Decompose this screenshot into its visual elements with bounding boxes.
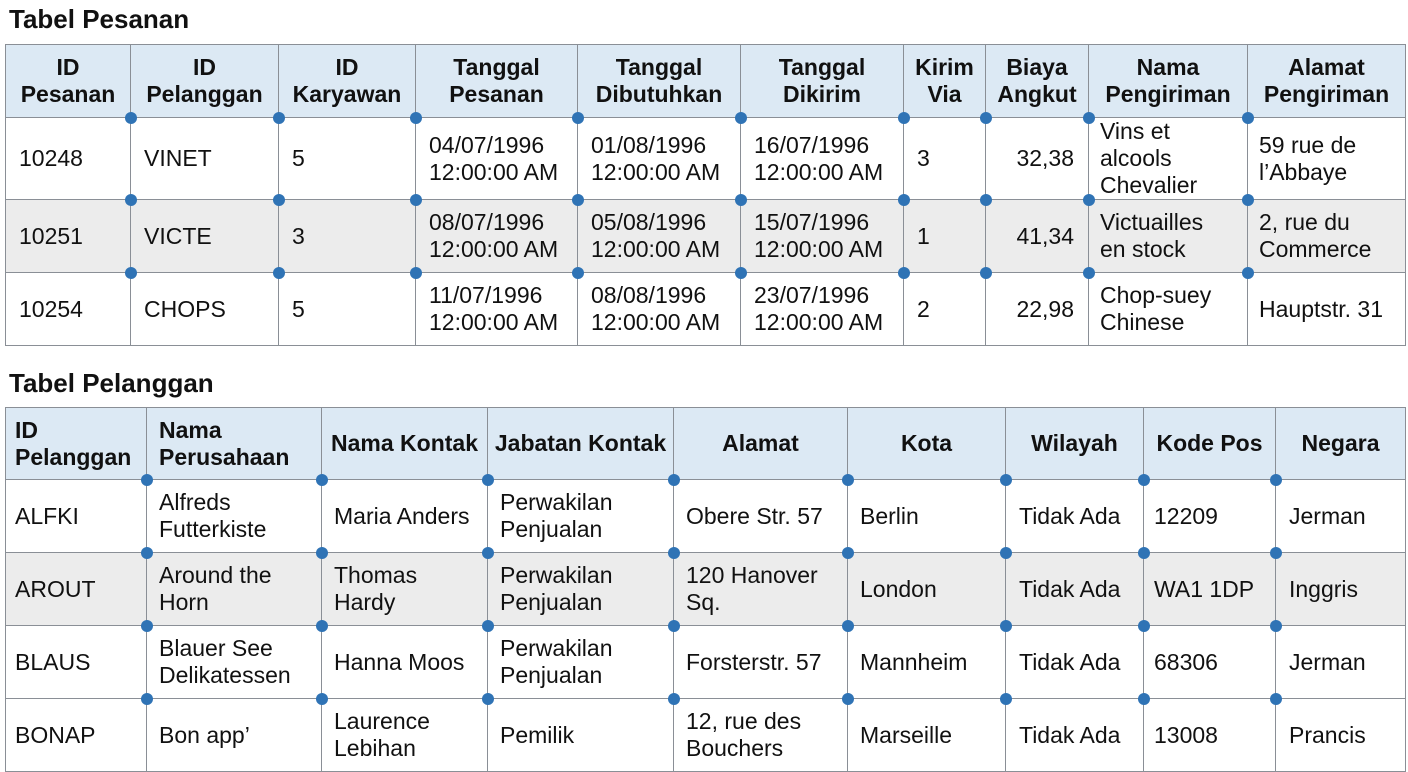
table-cell: [1276, 480, 1406, 553]
table-row: [6, 118, 1406, 200]
table-cell: [6, 553, 147, 626]
customers-header-cell: [1144, 408, 1276, 480]
cell-text: VICTE: [144, 222, 212, 249]
cell-text: 15/07/1996 12:00:00 AM: [754, 209, 884, 262]
customers-header-label: Nama Perusahaan: [159, 416, 290, 470]
table-cell: [1276, 626, 1406, 699]
customers-header-cell: [674, 408, 848, 480]
orders-header-cell: [416, 45, 578, 118]
customers-header-label: Wilayah: [1031, 430, 1118, 456]
orders-header-cell: [904, 45, 986, 118]
table-row: [6, 480, 1406, 553]
table-cell: [674, 699, 848, 772]
table-cell: [904, 200, 986, 273]
customers-table-title: Tabel Pelanggan: [9, 368, 214, 398]
cell-text: 22,98: [1016, 295, 1074, 322]
orders-header-cell: [578, 45, 741, 118]
cell-text: Laurence Lebihan: [334, 708, 430, 761]
table-cell: [904, 118, 986, 200]
table-row: [6, 553, 1406, 626]
table-cell: [1006, 553, 1144, 626]
table-cell: [848, 626, 1006, 699]
table-cell: [147, 553, 322, 626]
customers-header-cell: [848, 408, 1006, 480]
cell-text: 04/07/1996 12:00:00 AM: [429, 131, 559, 185]
table-cell: [986, 200, 1089, 273]
table-cell: [6, 699, 147, 772]
cell-text: 68306: [1154, 648, 1218, 675]
orders-header-cell: [6, 45, 131, 118]
customers-header-cell: [322, 408, 488, 480]
table-cell: [741, 118, 904, 200]
customers-table-container: [5, 407, 1405, 767]
cell-text: 10248: [19, 145, 83, 171]
table-cell: [488, 553, 674, 626]
table-cell: [279, 200, 416, 273]
table-cell: [488, 699, 674, 772]
table-cell: [1089, 273, 1248, 346]
table-cell: [1089, 118, 1248, 200]
table-cell: [6, 273, 131, 346]
table-cell: [1144, 480, 1276, 553]
table-cell: [986, 118, 1089, 200]
orders-header-label: Alamat Pengiriman: [1263, 54, 1390, 107]
cell-text: Alfreds Futterkiste: [159, 489, 267, 542]
table-cell: [131, 118, 279, 200]
orders-header-label: ID Karyawan: [292, 54, 402, 107]
table-cell: [6, 118, 131, 200]
table-cell: [1144, 553, 1276, 626]
table-cell: [322, 553, 488, 626]
cell-text: 41,34: [1016, 222, 1074, 249]
table-cell: [848, 553, 1006, 626]
cell-text: 11/07/1996 12:00:00 AM: [429, 282, 559, 335]
table-cell: [279, 118, 416, 200]
cell-text: 5: [292, 295, 305, 322]
cell-text: WA1 1DP: [1154, 575, 1255, 602]
customers-header-cell: [1276, 408, 1406, 480]
table-cell: [279, 273, 416, 346]
orders-header-cell: [1089, 45, 1248, 118]
table-cell: [1006, 699, 1144, 772]
table-cell: [741, 200, 904, 273]
customers-header-label: Negara: [1301, 430, 1380, 456]
table-row: [6, 699, 1406, 772]
cell-text: Tidak Ada: [1019, 575, 1121, 602]
table-cell: [6, 200, 131, 273]
table-cell: [1276, 553, 1406, 626]
table-cell: [131, 200, 279, 273]
table-cell: [6, 626, 147, 699]
table-cell: [147, 626, 322, 699]
cell-text: 3: [292, 222, 305, 249]
cell-text: 12, rue des Bouchers: [686, 708, 802, 761]
cell-text: Victuailles en stock: [1100, 209, 1204, 262]
customers-header-label: Jabatan Kontak: [494, 430, 667, 456]
table-cell: [416, 200, 578, 273]
cell-text: 23/07/1996 12:00:00 AM: [754, 282, 884, 335]
customers-table: [5, 407, 1406, 772]
table-cell: [986, 273, 1089, 346]
cell-text: Tidak Ada: [1019, 721, 1121, 748]
customers-header-label: Kode Pos: [1156, 430, 1263, 456]
cell-text: Berlin: [860, 502, 919, 529]
cell-text: London: [860, 575, 937, 602]
cell-text: Bon app’: [159, 721, 250, 748]
orders-header-label: Tanggal Pesanan: [449, 54, 544, 107]
cell-text: BONAP: [15, 721, 96, 748]
table-cell: [322, 699, 488, 772]
table-cell: [1006, 626, 1144, 699]
cell-text: Perwakilan Penjualan: [500, 562, 613, 615]
table-cell: [1144, 626, 1276, 699]
cell-text: 13008: [1154, 721, 1218, 748]
orders-table-container: [5, 44, 1405, 333]
cell-text: 59 rue de l’Abbaye: [1259, 131, 1357, 185]
table-cell: [904, 273, 986, 346]
orders-table-header: [6, 45, 1406, 118]
cell-text: Marseille: [860, 721, 953, 748]
cell-text: Mannheim: [860, 648, 968, 675]
cell-text: Chop-suey Chinese: [1100, 282, 1212, 335]
table-cell: [416, 118, 578, 200]
orders-header-cell: [279, 45, 416, 118]
orders-header-label: Tanggal Dibutuhkan: [595, 54, 723, 107]
table-cell: [322, 626, 488, 699]
table-cell: [1276, 699, 1406, 772]
cell-text: 10251: [19, 222, 83, 249]
orders-header-cell: [741, 45, 904, 118]
cell-text: Vins et alcools Chevalier: [1100, 118, 1198, 198]
cell-text: Prancis: [1289, 721, 1366, 748]
customers-header-label: ID Pelanggan: [15, 416, 132, 470]
orders-header-label: ID Pelanggan: [146, 54, 263, 107]
customers-header-cell: [6, 408, 147, 480]
cell-text: 32,38: [1016, 145, 1074, 171]
table-cell: [1248, 118, 1406, 200]
orders-header-label: Nama Pengiriman: [1105, 54, 1231, 107]
table-cell: [1144, 699, 1276, 772]
cell-text: Tidak Ada: [1019, 502, 1121, 529]
customers-header-label: Nama Kontak: [331, 430, 478, 456]
cell-text: 12209: [1154, 502, 1218, 529]
orders-header-cell: [1248, 45, 1406, 118]
table-cell: [416, 273, 578, 346]
cell-text: BLAUS: [15, 648, 91, 675]
table-cell: [147, 480, 322, 553]
table-cell: [488, 626, 674, 699]
cell-text: AROUT: [15, 575, 96, 602]
orders-header-label: Tanggal Dikirim: [778, 54, 866, 107]
cell-text: 2: [917, 295, 930, 322]
table-cell: [848, 699, 1006, 772]
cell-text: 10254: [19, 295, 83, 322]
cell-text: Jerman: [1289, 502, 1366, 529]
cell-text: 1: [917, 222, 930, 249]
cell-text: Maria Anders: [334, 502, 470, 529]
orders-header-label: Biaya Angkut: [997, 54, 1077, 107]
customers-header-label: Kota: [900, 430, 953, 456]
table-cell: [1006, 480, 1144, 553]
orders-header-row: [6, 45, 1406, 118]
table-cell: [488, 480, 674, 553]
table-cell: [578, 118, 741, 200]
table-cell: [741, 273, 904, 346]
cell-text: Around the Horn: [159, 562, 272, 615]
cell-text: Tidak Ada: [1019, 648, 1121, 675]
cell-text: 08/08/1996 12:00:00 AM: [591, 282, 721, 335]
table-cell: [674, 480, 848, 553]
table-cell: [147, 699, 322, 772]
cell-text: Inggris: [1289, 575, 1359, 602]
orders-table-title: Tabel Pesanan: [9, 4, 190, 34]
table-row: [6, 626, 1406, 699]
cell-text: Perwakilan Penjualan: [500, 489, 613, 542]
cell-text: 5: [292, 145, 305, 171]
cell-text: VINET: [144, 145, 212, 171]
cell-text: 16/07/1996 12:00:00 AM: [754, 131, 884, 185]
cell-text: 2, rue du Commerce: [1259, 209, 1372, 262]
orders-header-cell: [986, 45, 1089, 118]
cell-text: 01/08/1996 12:00:00 AM: [591, 131, 721, 185]
cell-text: Jerman: [1289, 648, 1366, 675]
cell-text: Hanna Moos: [334, 648, 465, 675]
cell-text: 08/07/1996 12:00:00 AM: [429, 209, 559, 262]
cell-text: Obere Str. 57: [686, 502, 823, 529]
table-row: [6, 273, 1406, 346]
customers-header-cell: [1006, 408, 1144, 480]
cell-text: Perwakilan Penjualan: [500, 635, 613, 688]
orders-table-body: [6, 118, 1406, 346]
cell-text: 05/08/1996 12:00:00 AM: [591, 209, 721, 262]
table-cell: [322, 480, 488, 553]
table-cell: [578, 200, 741, 273]
customers-header-label: Alamat: [722, 430, 799, 456]
customers-table-body: [6, 480, 1406, 772]
table-cell: [131, 273, 279, 346]
table-cell: [848, 480, 1006, 553]
cell-text: Blauer See Delikatessen: [159, 635, 291, 688]
table-cell: [1248, 273, 1406, 346]
cell-text: Hauptstr. 31: [1259, 295, 1384, 322]
cell-text: Pemilik: [500, 721, 575, 748]
customers-header-cell: [488, 408, 674, 480]
table-row: [6, 200, 1406, 273]
table-cell: [674, 626, 848, 699]
cell-text: ALFKI: [15, 502, 79, 529]
customers-table-header: [6, 408, 1406, 480]
orders-table: [5, 44, 1406, 346]
table-cell: [6, 480, 147, 553]
table-cell: [578, 273, 741, 346]
customers-header-row: [6, 408, 1406, 480]
customers-header-cell: [147, 408, 322, 480]
table-cell: [1089, 200, 1248, 273]
orders-header-label: Kirim Via: [915, 54, 974, 107]
cell-text: Forsterstr. 57: [686, 648, 822, 675]
table-cell: [674, 553, 848, 626]
table-cell: [1248, 200, 1406, 273]
cell-text: CHOPS: [144, 295, 226, 322]
cell-text: Thomas Hardy: [334, 562, 418, 615]
cell-text: 120 Hanover Sq.: [686, 562, 818, 615]
orders-header-cell: [131, 45, 279, 118]
orders-header-label: ID Pesanan: [20, 54, 116, 107]
cell-text: 3: [917, 145, 930, 171]
